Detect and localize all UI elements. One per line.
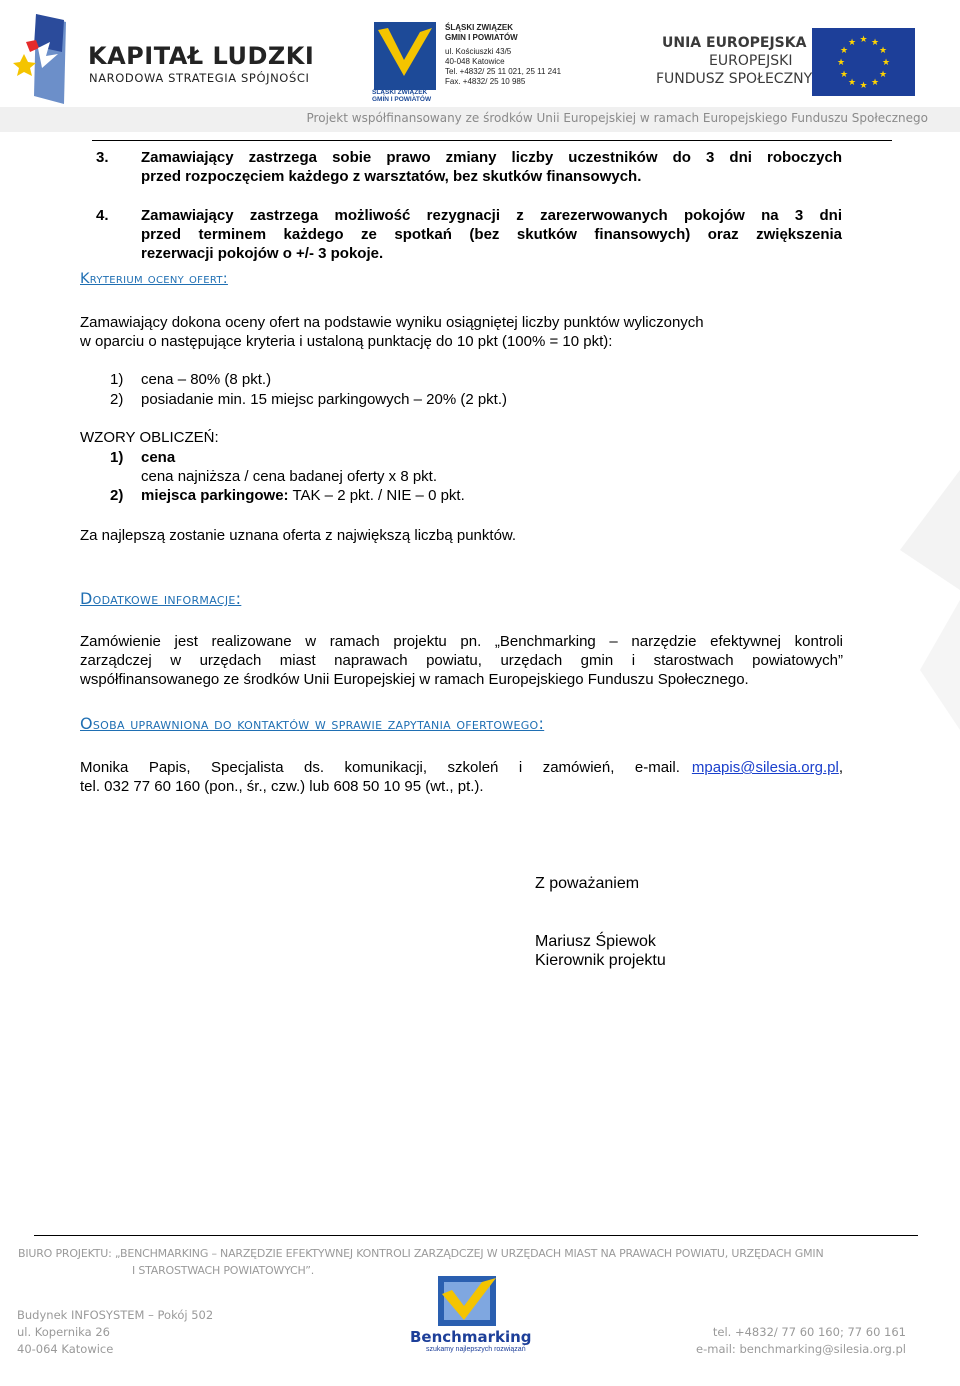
kapital-ludzki-subtitle: NARODOWA STRATEGIA SPÓJNOŚCI — [89, 71, 310, 85]
svg-text:★: ★ — [859, 35, 868, 45]
criteria-conclusion: Za najlepszą zostanie uznana oferta z największą liczbą punktów. — [80, 527, 517, 544]
criteria-list-2-text: posiadanie min. 15 miejsc parkingowych – 20% (2 pkt.) — [141, 391, 508, 408]
additional-line2: zarządczej w urzędach miast naprawach powiatu, urzędach gmin i starostwach powiatowych” — [80, 652, 843, 669]
footer-email: e-mail: benchmarking@silesia.org.pl — [696, 1342, 906, 1356]
ue-line3: FUNDUSZ SPOŁECZNY — [656, 71, 813, 87]
footer-addr1: Budynek INFOSYSTEM – Pokój 502 — [17, 1308, 214, 1322]
svg-text:★: ★ — [839, 46, 849, 56]
footer-divider — [34, 1235, 918, 1236]
item4-line3: rezerwacji pokojów o +/- 3 pokoje. — [141, 245, 384, 262]
contact-line1 — [80, 758, 843, 778]
footer-addr3: 40-064 Katowice — [17, 1342, 114, 1356]
kapital-ludzki-logo — [6, 12, 68, 108]
svg-text:★: ★ — [870, 38, 880, 48]
contact-email-wrap — [692, 758, 843, 778]
item3-number: 3. — [96, 149, 109, 166]
background-watermark — [880, 470, 960, 770]
criteria-list-2-number: 2) — [110, 391, 124, 408]
formula1-number: 1) — [110, 449, 124, 466]
formula2-line — [141, 486, 465, 506]
item4-number: 4. — [96, 207, 109, 224]
svg-text:★: ★ — [878, 70, 888, 80]
criteria-list-1-text: cena – 80% (8 pkt.) — [141, 371, 272, 388]
ue-line1: UNIA EUROPEJSKA — [662, 35, 807, 51]
svg-text:★: ★ — [870, 78, 880, 88]
item3-line1: Zamawiający zastrzega sobie prawo zmiany liczby uczestników do 3 dni roboczych — [141, 149, 842, 166]
item4-line1: Zamawiający zastrzega możliwość rezygnacji z zarezerwowanych pokojów na 3 dni — [141, 207, 842, 224]
criteria-intro-line2: w oparciu o następujące kryteria i ustaloną punktację do 10 pkt (100% = 10 pkt): — [80, 333, 613, 350]
footer-addr2: ul. Kopernika 26 — [17, 1325, 110, 1339]
szg-fax: Fax. +4832/ 25 10 985 — [445, 77, 526, 86]
benchmarking-logo-name: Benchmarking — [410, 1328, 532, 1346]
szg-address1: ul. Kościuszki 43/5 — [445, 47, 512, 56]
additional-line1: Zamówienie jest realizowane w ramach projektu pn. „Benchmarking – narzędzie efektywnej kontroli — [80, 633, 843, 650]
svg-text:★: ★ — [836, 58, 846, 68]
ue-line2: EUROPEJSKI — [709, 53, 793, 69]
project-banner-text: Projekt współfinansowany ze środków Unii Europejskiej w ramach Europejskiego Funduszu Społecznego — [306, 111, 928, 125]
footer-tel: tel. +4832/ 77 60 160; 77 60 161 — [712, 1325, 906, 1339]
eu-flag-icon — [812, 28, 915, 96]
contact-email-comma: , — [838, 759, 843, 776]
szg-name-line1: ŚLĄSKI ZWIĄZEK — [445, 23, 513, 32]
criteria-intro-line1: Zamawiający dokona oceny ofert na podstawie wyniku osiągniętej liczby punktów wyliczonych — [80, 314, 704, 331]
signature-name: Mariusz Śpiewok — [535, 933, 656, 950]
slaski-zwiazek-contact — [445, 23, 561, 87]
szg-tel: Tel. +4832/ 25 11 021, 25 11 241 — [445, 67, 562, 76]
contact-email-link[interactable]: mpapis@silesia.org.pl — [691, 759, 839, 776]
contact-line2: tel. 032 77 60 160 (pon., śr., czw.) lub 608 50 10 95 (wt., pt.). — [80, 778, 484, 795]
formula2-label: miejsca parkingowe: — [141, 487, 289, 504]
formula2-value: TAK – 2 pkt. / NIE – 0 pkt. — [288, 487, 465, 504]
benchmarking-logo — [436, 1274, 500, 1330]
criteria-heading: Kryterium oceny ofert: — [80, 271, 228, 287]
additional-line3: współfinansowanego ze środków Unii Europejskiej w ramach Europejskiego Funduszu Społecznego. — [80, 671, 749, 688]
svg-text:★: ★ — [847, 38, 857, 48]
slaski-zwiazek-logo — [374, 22, 436, 90]
contact-heading: Osoba uprawniona do kontaktów w sprawie zapytania ofertowego: — [80, 714, 545, 733]
szg-name-line2: GMIN I POWIATÓW — [445, 33, 518, 42]
svg-text:★: ★ — [859, 81, 868, 91]
svg-text:★: ★ — [878, 46, 888, 56]
footer-office-line2: I STAROSTWACH POWIATOWYCH”. — [132, 1264, 315, 1277]
item4-line2: przed terminem każdego ze spotkań (bez skutków finansowych) oraz zwiększenia — [141, 226, 842, 243]
footer-office-line1: BIURO PROJEKTU: „BENCHMARKING – NARZĘDZIE EFEKTYWNEJ KONTROLI ZARZĄDCZEJ W URZĘDACH MIAST NA PRAWACH POWIATU, URZĘDACH GMIN — [18, 1247, 824, 1260]
item3-line2: przed rozpoczęciem każdego z warsztatów, bez skutków finansowych. — [141, 168, 642, 185]
signature-greeting: Z poważaniem — [535, 875, 640, 892]
svg-text:★: ★ — [881, 58, 891, 68]
formula2-number: 2) — [110, 487, 124, 504]
benchmarking-logo-tagline: szukamy najlepszych rozwiązań — [426, 1346, 526, 1353]
header-divider — [92, 140, 892, 141]
formula1-label: cena — [141, 449, 176, 466]
formulas-title: WZORY OBLICZEŃ: — [80, 429, 219, 446]
formula1-text: cena najniższa / cena badanej oferty x 8 pkt. — [141, 468, 438, 485]
criteria-list-1-number: 1) — [110, 371, 124, 388]
contact-line1-text: Monika Papis, Specjalista ds. komunikacji, szkoleń i zamówień, e-mail. — [80, 759, 680, 776]
szg-address2: 40-048 Katowice — [445, 57, 505, 66]
additional-heading: Dodatkowe informacje: — [80, 589, 242, 608]
slaski-zwiazek-logo-text1: ŚLĄSKI ZWIĄZEK — [372, 89, 428, 96]
slaski-zwiazek-logo-text2: GMIN I POWIATÓW — [372, 96, 432, 103]
signature-role: Kierownik projektu — [535, 952, 666, 969]
svg-text:★: ★ — [847, 78, 857, 88]
kapital-ludzki-title: KAPITAŁ LUDZKI — [88, 42, 315, 70]
svg-text:★: ★ — [839, 70, 849, 80]
